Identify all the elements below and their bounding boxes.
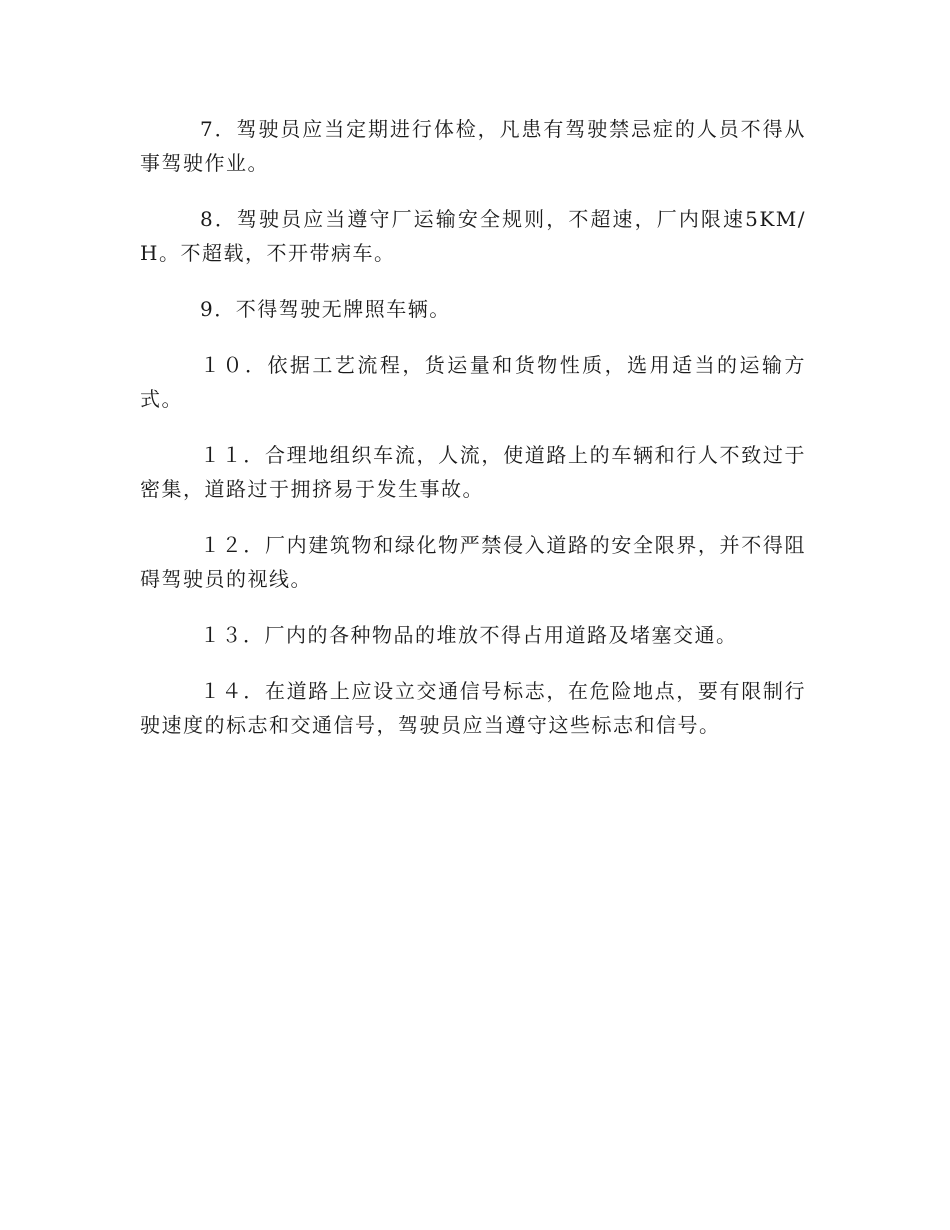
paragraph-item-12: １２．厂内建筑物和绿化物严禁侵入道路的安全限界，并不得阻碍驾驶员的视线。: [140, 533, 806, 591]
paragraph-item-7: 7．驾驶员应当定期进行体检，凡患有驾驶禁忌症的人员不得从事驾驶作业。: [140, 117, 806, 175]
document-body: [140, 112, 806, 764]
paragraph-item-10: １０．依据工艺流程，货运量和货物性质，选用适当的运输方式。: [140, 353, 806, 411]
paragraph-item-9: 9．不得驾驶无牌照车辆。: [200, 297, 451, 321]
paragraph-item-13: １３．厂内的各种物品的堆放不得占用道路及堵塞交通。: [200, 623, 738, 647]
paragraph-item-8: 8．驾驶员应当遵守厂运输安全规则，不超速，厂内限速5KM/H。不超载，不开带病车。: [140, 207, 806, 265]
paragraph-item-11: １１．合理地组织车流，人流，使道路上的车辆和行人不致过于密集，道路过于拥挤易于发生事故。: [140, 443, 806, 501]
paragraph-item-14: １４．在道路上应设立交通信号标志，在危险地点，要有限制行驶速度的标志和交通信号，驾驶员应当遵守这些标志和信号。: [140, 679, 806, 737]
